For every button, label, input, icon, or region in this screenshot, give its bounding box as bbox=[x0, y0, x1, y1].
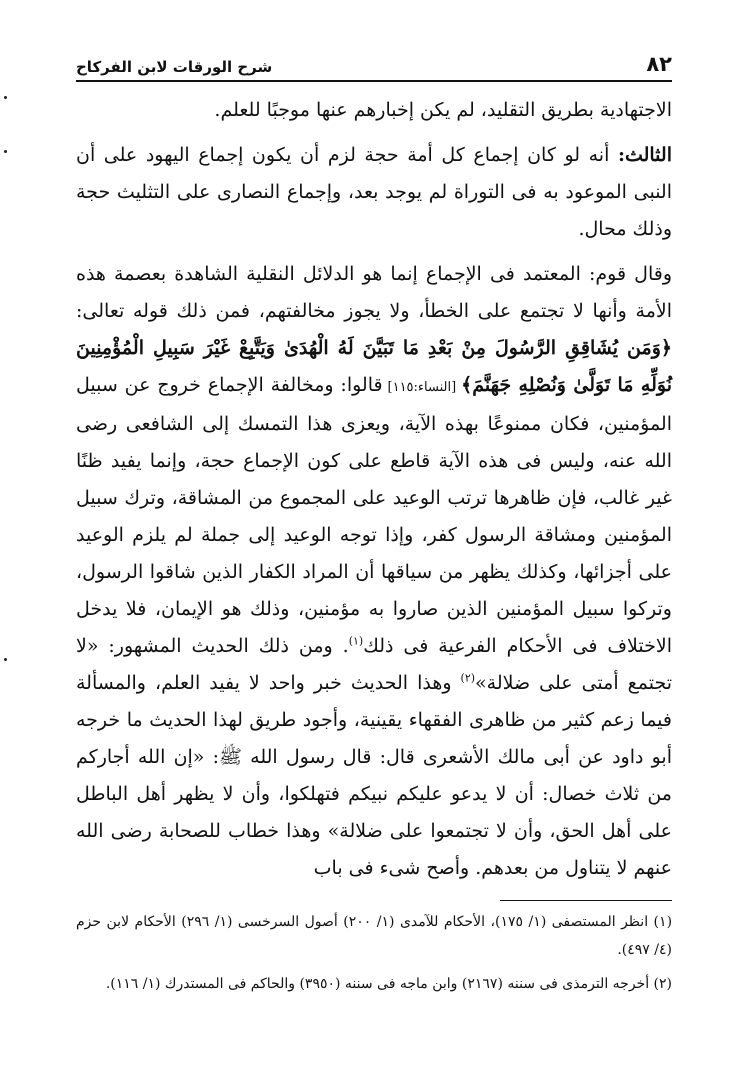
scan-dot bbox=[4, 96, 7, 99]
footnote-marker: (٢) bbox=[460, 671, 476, 685]
paragraph-text: . ومن ذلك الحديث المشهور: «لا تجتمع أمتى على ضلالة» bbox=[76, 635, 672, 694]
header-rule bbox=[76, 80, 672, 82]
footnotes bbox=[76, 908, 672, 1004]
running-title: شرح الورقات لابن الفركاح bbox=[76, 58, 273, 76]
paragraph bbox=[76, 137, 672, 248]
paragraph-text: وهذا الحديث خبر واحد لا يفيد العلم، والمسألة فيما زعم كثير من ظاهرى الفقهاء يقينية، وأجود طريق لهذا الحديث ما خرجه أبو داود عن أبى مالك الأشعرى قال: قال رسول الله ﷺ: «إن الله أجاركم من ثلاث خصال: أن لا يدعو عليكم نبيكم فتهلكوا، وأن لا يظهر أهل الباطل على أهل الحق، وأن لا تجتمعوا على ضلالة» وهذا خطاب للصحابة رضى الله عنهم لا يتناول من بعدهم. وأصح شىء فى باب bbox=[76, 672, 672, 879]
paragraph-text: الاجتهادية بطريق التقليد، لم يكن إخبارهم عنها موجبًا للعلم. bbox=[214, 99, 672, 121]
paragraph-text: وقال قوم: المعتمد فى الإجماع إنما هو الدلائل النقلية الشاهدة بعصمة هذه الأمة وأنها لا تجتمع على الخطأ، ولا يجوز مخالفتهم، فمن ذلك قوله تعالى: bbox=[76, 263, 672, 322]
paragraph-text: أنه لو كان إجماع كل أمة حجة لزم أن يكون إجماع اليهود على أن النبى الموعود به فى التوراة لم يوجد بعد، وإجماع النصارى على التثليث حجة وذلك محال. bbox=[76, 144, 672, 240]
verse-reference: [النساء:١١٥] bbox=[382, 380, 462, 395]
page-header bbox=[76, 44, 672, 76]
quran-verse: ﴿وَمَن يُشَاقِقِ الرَّسُولَ مِنْ بَعْدِ مَا تَبَيَّنَ لَهُ الْهُدَىٰ وَيَتَّبِعْ غَيْرَ سَبِيلِ الْمُؤْمِنِينَ نُوَلِّهِ مَا تَوَلَّىٰ وَنُصْلِهِ جَهَنَّمَ﴾ bbox=[76, 337, 672, 396]
main-text bbox=[76, 92, 672, 887]
scan-dot bbox=[4, 658, 7, 661]
paragraph-lead: الثالث: bbox=[617, 144, 672, 166]
page-number: ٨٢ bbox=[646, 52, 672, 76]
paragraph bbox=[76, 92, 672, 129]
footnote: (٢) أخرجه الترمذى فى سننه (٢١٦٧) وابن ماجه فى سننه (٣٩٥٠) والحاكم فى المستدرك (١/ ١١٦). bbox=[105, 976, 672, 992]
footnote-marker: (١) bbox=[348, 634, 364, 648]
footnote: (١) انظر المستصفى (١/ ١٧٥)، الأحكام للآمدى (١/ ٢٠٠) أصول السرخسى (١/ ٢٩٦) الأحكام لابن حزم (٤/ ٤٩٧). bbox=[76, 914, 673, 958]
scan-dot bbox=[4, 150, 7, 153]
footnote-rule bbox=[500, 900, 672, 901]
paragraph bbox=[76, 256, 672, 887]
paragraph-text: قالوا: ومخالفة الإجماع خروج عن سبيل المؤمنين، فكان ممنوعًا بهذه الآية، ويعزى هذا التمسك إلى الشافعى رضى الله عنه، وليس فى هذه الآية قاطع على كون الإجماع حجة، وإنما يفيد ظنًا غير غالب، فإن ظاهرها ترتب الوعيد على المجموع من المشاقة، وترك سبيل المؤمنين ومشاقة الرسول كفر، وإذا توجه الوعيد إلى جملة لم يلزم الوعيد على أجزائها، وكذلك يظهر من سياقها أن المراد الكفار الذين شاقوا الرسول، وتركوا سبيل المؤمنين الذين صاروا به مؤمنين، وذلك هو الإيمان، فلا يدخل الاختلاف فى الأحكام الفرعية فى ذلك bbox=[76, 374, 672, 657]
